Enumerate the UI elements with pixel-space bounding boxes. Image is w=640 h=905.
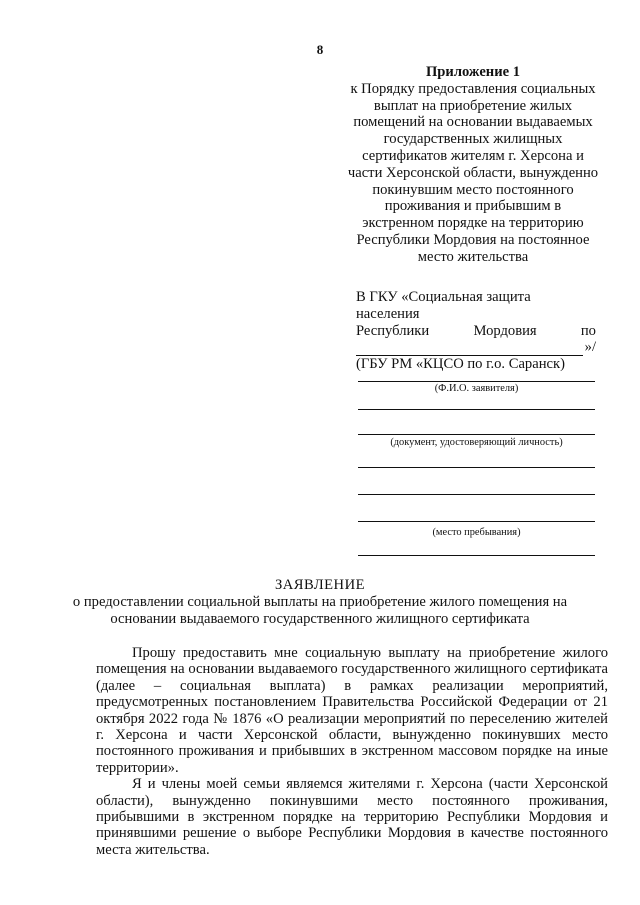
addressee-line-1: В ГКУ «Социальная защита населения — [356, 289, 531, 322]
residence-field-line-2[interactable] — [358, 521, 595, 522]
addressee-block — [356, 289, 596, 373]
addressee-word: Республики — [356, 322, 430, 339]
residence-caption: (место пребывания) — [432, 527, 521, 538]
statement-subtitle-line-1: о предоставлении социальной выплаты на приобретение жилого помещения на — [72, 593, 568, 610]
fio-caption: (Ф.И.О. заявителя) — [434, 383, 519, 394]
fio-field-line-2[interactable] — [358, 409, 595, 410]
document-caption: (документ, удостоверяющий личность) — [390, 437, 563, 448]
body-paragraph-1: Прошу предоставить мне социальную выплату на приобретение жилого помещения на основании выдаваемого государственного жилищного сертификата (далее – социальная выплата) в рамках реализации мероприятий, предусмотренных постановлением Правительства Российской Федерации от 21 октября 2022 года № 1876 «О реализации мероприятий по переселению жителей г. Херсона и части Херсонской области, вынужденно покинувших место постоянного проживания и прибывших в экстренном массовом порядке на иные территории». — [96, 645, 608, 776]
appendix-block — [340, 64, 606, 266]
residence-field-line-3[interactable] — [358, 555, 595, 556]
appendix-line: Республики Мордовия на постоянное — [356, 231, 590, 248]
addressee-line-3 — [356, 339, 596, 356]
appendix-line: государственных жилищных — [383, 131, 563, 148]
appendix-line: помещений на основании выдаваемых — [353, 114, 593, 131]
appendix-line: место жительства — [417, 248, 529, 265]
addressee-blank[interactable] — [356, 342, 583, 356]
appendix-line: покинувшим место постоянного — [372, 181, 574, 198]
addressee-suffix: »/ — [584, 339, 596, 356]
appendix-line: экстренном порядке на территорию — [362, 215, 584, 232]
document-field-line-2[interactable] — [358, 467, 595, 468]
document-field-line[interactable] — [358, 434, 595, 435]
statement-heading — [60, 577, 580, 627]
addressee-line-2 — [356, 323, 596, 340]
appendix-line: сертификатов жителям г. Херсона и — [362, 147, 584, 164]
body-paragraph-2: Я и члены моей семьи являемся жителями г. Херсона (части Херсонской области), вынужденно покинувшими место постоянного проживания, прибывшими в экстренном порядке на территорию Республики Мордовия и принявшими решение о выборе Республики Мордовия в качестве постоянного места жительства. — [96, 776, 608, 858]
statement-title: ЗАЯВЛЕНИЕ — [274, 577, 366, 593]
fio-field-line[interactable] — [358, 381, 595, 382]
appendix-line: части Херсонской области, вынужденно — [347, 164, 599, 181]
residence-field-line[interactable] — [358, 494, 595, 495]
page-number: 8 — [316, 42, 324, 57]
statement-subtitle-line-2: основании выдаваемого государственного жилищного сертификата — [110, 610, 530, 627]
appendix-line: выплат на приобретение жилых — [373, 97, 573, 114]
addressee-word: Мордовия — [473, 322, 537, 339]
statement-body — [96, 645, 608, 858]
addressee-word: по — [580, 322, 596, 339]
appendix-title: Приложение 1 — [425, 64, 521, 80]
appendix-line: к Порядку предоставления социальных — [350, 80, 596, 97]
appendix-line: проживания и прибывшим в — [384, 198, 562, 215]
addressee-line-4: (ГБУ РМ «КЦСО по г.о. Саранск) — [356, 356, 565, 373]
